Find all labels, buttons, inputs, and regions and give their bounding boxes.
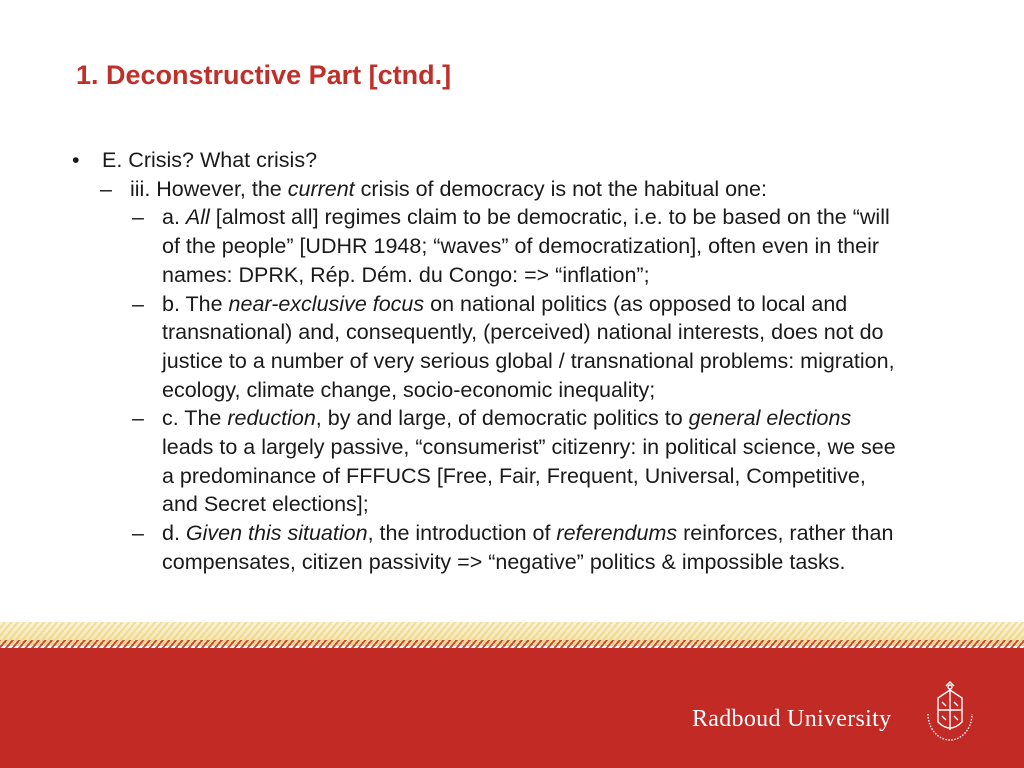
bullet-text: c. The (162, 406, 228, 431)
radboud-crest-icon (918, 678, 982, 750)
slide-body (70, 146, 990, 577)
bullet-text: , by and large, of democratic politics to (315, 406, 689, 431)
bullet-c-continued: and Secret elections]; (162, 492, 369, 517)
emphasis-text: general elections (688, 406, 852, 431)
dash-icon: – (100, 176, 112, 201)
bullet-text: b. The (162, 291, 229, 316)
bullet-text: E. Crisis? What crisis? (102, 148, 318, 172)
emphasis-text: All (185, 205, 210, 230)
slide-title: 1. Deconstructive Part [ctnd.] (76, 60, 452, 90)
bullet-a-continued: names: DPRK, Rép. Dém. du Congo: => “inflation”; (162, 262, 650, 287)
bullet-iii (70, 175, 990, 204)
bullet-text: [almost all] regimes claim to be democratic, i.e. to be based on the “will (209, 205, 890, 230)
bullet-text: a. (162, 205, 186, 230)
bullet-c-continued: leads to a largely passive, “consumerist” citizenry: in political science, we see (162, 435, 896, 460)
bullet-icon: • (72, 148, 80, 172)
bullet-b-continued: justice to a number of very serious global / transnational problems: migration, (162, 348, 895, 373)
bullet-c-continued: a predominance of FFFUCS [Free, Fair, Frequent, Universal, Competitive, (162, 463, 866, 488)
bullet-d (70, 519, 990, 548)
emphasis-text: near-exclusive focus (228, 291, 425, 316)
bullet-text: , the introduction of (367, 521, 557, 546)
bullet-a (70, 203, 990, 232)
emphasis-text: reduction (227, 406, 316, 431)
bullet-text: crisis of democracy is not the habitual one: (354, 176, 767, 201)
dash-icon: – (132, 291, 144, 316)
dash-icon: – (132, 406, 144, 431)
bullet-a-continued: of the people” [UDHR 1948; “waves” of democratization], often even in their (162, 234, 880, 259)
bullet-b-continued: transnational) and, consequently, (perceived) national interests, does not do (162, 320, 884, 345)
bullet-b-continued: ecology, climate change, socio-economic inequality; (162, 377, 656, 402)
bullet-c (70, 404, 990, 433)
emphasis-text: Given this situation (185, 521, 368, 546)
emphasis-text: current (287, 176, 355, 201)
university-name: Radboud University (692, 706, 892, 732)
bullet-text: on national politics (as opposed to local and (424, 291, 848, 316)
bullet-e-crisis (70, 146, 990, 175)
bullet-text: d. (162, 521, 186, 546)
dash-icon: – (132, 521, 144, 546)
bullet-text: reinforces, rather than (677, 521, 894, 546)
bullet-d-continued: compensates, citizen passivity => “negative” politics & impossible tasks. (162, 549, 846, 574)
bullet-text: iii. However, the (130, 176, 288, 201)
emphasis-text: referendums (556, 521, 678, 546)
dash-icon: – (132, 205, 144, 230)
bullet-b (70, 290, 990, 319)
